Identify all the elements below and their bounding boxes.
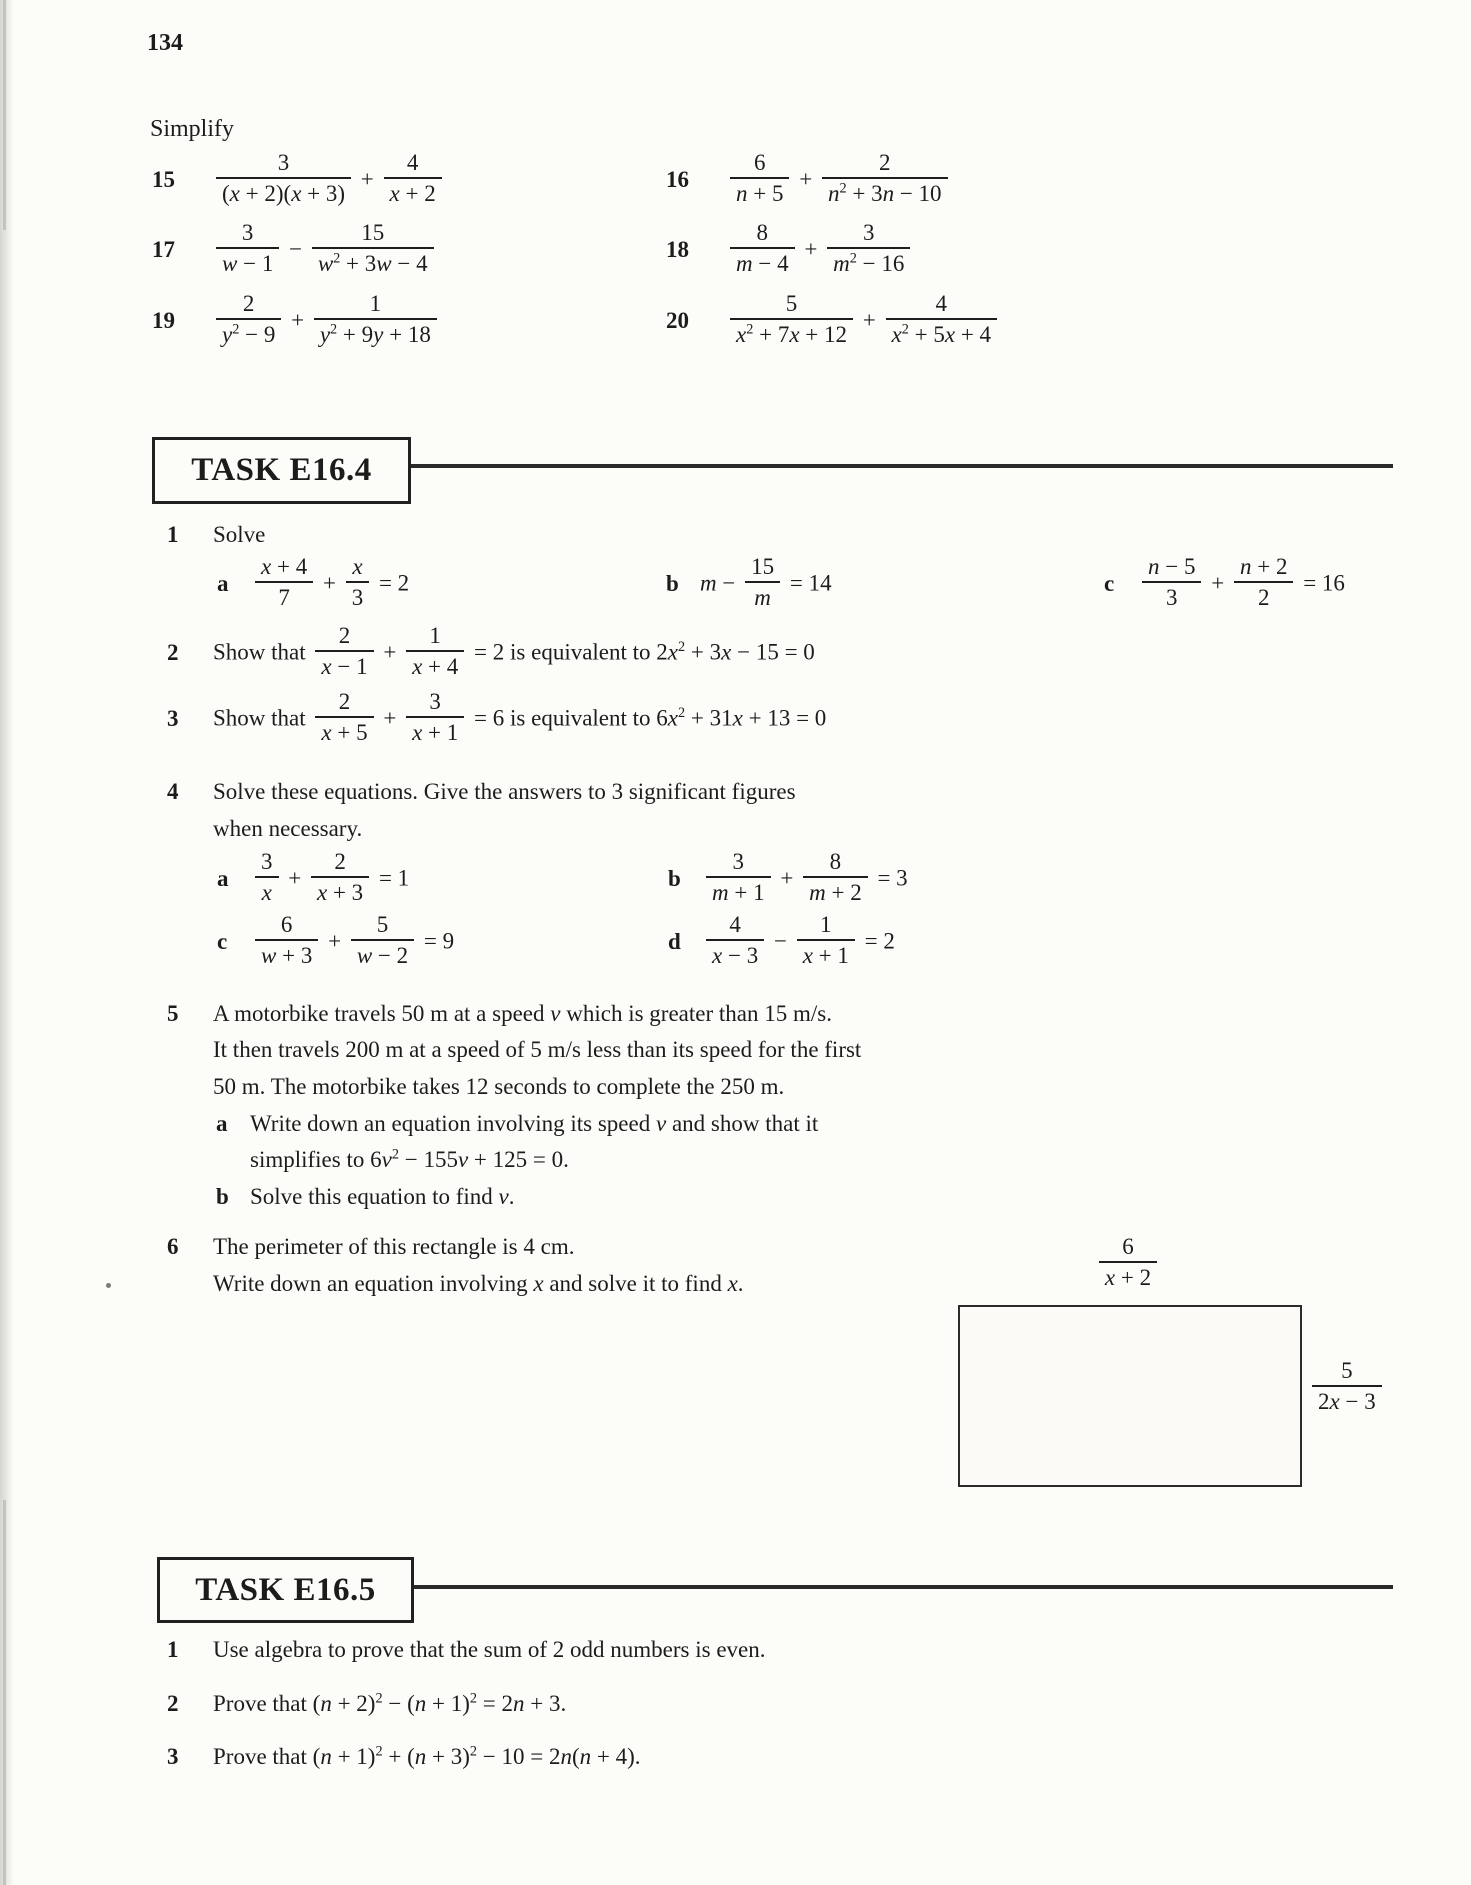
task-e164-box xyxy=(152,437,411,504)
item-5-line1: A motorbike travels 50 m at a speed v which is greater than 15 m/s. xyxy=(213,1001,832,1026)
equation-4a xyxy=(217,849,410,909)
problem-19 xyxy=(152,291,441,351)
rect-width-label: $\frac{6}{x + 2}$ xyxy=(1063,1237,1193,1294)
equation: $\frac{3}{x}$ + $\frac{2}{x + 3}$ = 1 xyxy=(251,852,409,909)
item-number: 2 xyxy=(167,1691,179,1716)
problem-18 xyxy=(666,220,914,280)
item-number: 4 xyxy=(167,779,179,804)
equation: $\frac{n - 5}{3}$ + $\frac{n + 2}{2}$ = 16 xyxy=(1138,557,1345,614)
item-text: Solve these equations. Give the answers to 3 significant figures xyxy=(213,779,796,804)
item-5a-line2: simplifies to $6v^2 - 155v + 125 = 0$. xyxy=(250,1146,569,1172)
item-number: 1 xyxy=(167,522,179,547)
equation-4b xyxy=(668,849,908,909)
sub-item-label: b xyxy=(666,570,679,596)
equation-1b xyxy=(666,554,832,614)
problem-number: 19 xyxy=(152,307,175,333)
sub-item-label: a xyxy=(216,1111,228,1136)
scan-edge-line xyxy=(3,1500,6,1885)
item-4-line2: when necessary. xyxy=(213,816,363,841)
item-text: Show that $\frac{2}{x + 5}$ + $\frac{3}{x + 1}$ = 6 is equivalent to $6x^2 + 31x + 13 = 0$ xyxy=(213,689,827,745)
equation-4d xyxy=(668,912,895,972)
item-text: Prove that $(n + 1)^2 + (n + 3)^2 - 10 = 2n(n + 4)$. xyxy=(213,1743,641,1769)
item-e165-1 xyxy=(167,1635,766,1665)
equation-1a xyxy=(217,554,410,614)
problem-16 xyxy=(666,150,952,210)
scan-edge-line xyxy=(3,0,6,230)
sub-item-label: b xyxy=(216,1184,229,1209)
equation-1c xyxy=(1104,554,1345,614)
problem-number: 17 xyxy=(152,236,175,262)
item-number: 1 xyxy=(167,1637,179,1662)
problem-20 xyxy=(666,291,1001,351)
sub-item-label: d xyxy=(668,928,681,954)
item-number: 6 xyxy=(167,1234,179,1259)
sub-item-label: a xyxy=(217,570,229,596)
problem-number: 20 xyxy=(666,307,689,333)
problem-15 xyxy=(152,150,446,210)
scan-dot-artifact xyxy=(106,1283,111,1288)
problem-expression: $\frac{3}{w - 1}$ − $\frac{15}{w^2 + 3w - 4}$ xyxy=(212,223,438,280)
task-e165-rule xyxy=(408,1585,1393,1589)
task-e165-title: TASK E16.5 xyxy=(195,1571,376,1608)
task-e165-box xyxy=(157,1557,414,1623)
item-e165-3 xyxy=(167,1742,641,1772)
problem-number: 16 xyxy=(666,166,689,192)
item-4 xyxy=(167,777,796,807)
sub-item-text: Write down an equation involving its speed v and show that it xyxy=(250,1111,819,1136)
problem-expression: $\frac{8}{m - 4}$ + $\frac{3}{m^2 - 16}$ xyxy=(726,223,914,280)
rectangle-diagram xyxy=(958,1305,1302,1487)
item-number: 5 xyxy=(167,1001,179,1026)
item-text: Use algebra to prove that the sum of 2 odd numbers is even. xyxy=(213,1637,766,1662)
equation-4c xyxy=(217,912,455,972)
item-6-line2: Write down an equation involving x and solve it to find x. xyxy=(213,1271,744,1296)
page-number: 134 xyxy=(147,30,183,56)
equation: $\frac{3}{m + 1}$ + $\frac{8}{m + 2}$ = 3 xyxy=(702,852,908,909)
equation: $\frac{x + 4}{7}$ + $\frac{x}{3}$ = 2 xyxy=(251,557,409,614)
item-number: 3 xyxy=(167,705,179,731)
item-5a xyxy=(216,1109,818,1139)
task-e164-rule xyxy=(405,464,1393,468)
equation: $\frac{4}{x - 3}$ − $\frac{1}{x + 1}$ = 2 xyxy=(702,915,895,972)
equation: $\frac{6}{w + 3}$ + $\frac{5}{w - 2}$ = 9 xyxy=(251,915,454,972)
sub-item-label: c xyxy=(217,928,228,954)
sub-item-label: c xyxy=(1104,570,1115,596)
item-1 xyxy=(167,520,265,550)
item-number: 2 xyxy=(167,639,179,665)
item-e165-2 xyxy=(167,1689,566,1719)
sub-item-label: b xyxy=(668,865,681,891)
sub-item-label: a xyxy=(217,865,229,891)
item-6-line1: The perimeter of this rectangle is 4 cm. xyxy=(213,1234,575,1259)
item-text: Prove that $(n + 2)^2 - (n + 1)^2 = 2n + 3$. xyxy=(213,1690,567,1716)
item-text: Show that $\frac{2}{x - 1}$ + $\frac{1}{x + 4}$ = 2 is equivalent to $2x^2 + 3x - 15 = 0$ xyxy=(213,623,815,679)
task-e164-title: TASK E16.4 xyxy=(191,452,372,488)
problem-expression: $\frac{2}{y^2 - 9}$ + $\frac{1}{y^2 + 9y + 18}$ xyxy=(212,294,441,351)
problem-expression: $\frac{6}{n + 5}$ + $\frac{2}{n^2 + 3n - 10}$ xyxy=(726,153,952,210)
problem-17 xyxy=(152,220,438,280)
problem-expression: $\frac{3}{(x + 2)(x + 3)}$ + $\frac{4}{x + 2}$ xyxy=(212,153,446,210)
rect-height-label: $\frac{5}{2x - 3}$ xyxy=(1308,1361,1386,1418)
simplify-heading: Simplify xyxy=(150,116,235,142)
problem-number: 18 xyxy=(666,236,689,262)
item-number: 3 xyxy=(167,1744,179,1769)
problem-expression: $\frac{5}{x^2 + 7x + 12}$ + $\frac{4}{x^2 + 5x + 4}$ xyxy=(726,294,1001,351)
item-3 xyxy=(167,689,827,749)
item-5-line2: It then travels 200 m at a speed of 5 m/s less than its speed for the first xyxy=(213,1037,862,1062)
item-5-line3: 50 m. The motorbike takes 12 seconds to complete the 250 m. xyxy=(213,1074,785,1099)
item-5b xyxy=(216,1182,514,1212)
equation: m − $\frac{15}{m}$ = 14 xyxy=(700,554,832,610)
problem-number: 15 xyxy=(152,166,175,192)
sub-item-text: Solve this equation to find v. xyxy=(250,1184,515,1209)
item-2 xyxy=(167,623,815,683)
item-text: Solve xyxy=(213,522,266,547)
